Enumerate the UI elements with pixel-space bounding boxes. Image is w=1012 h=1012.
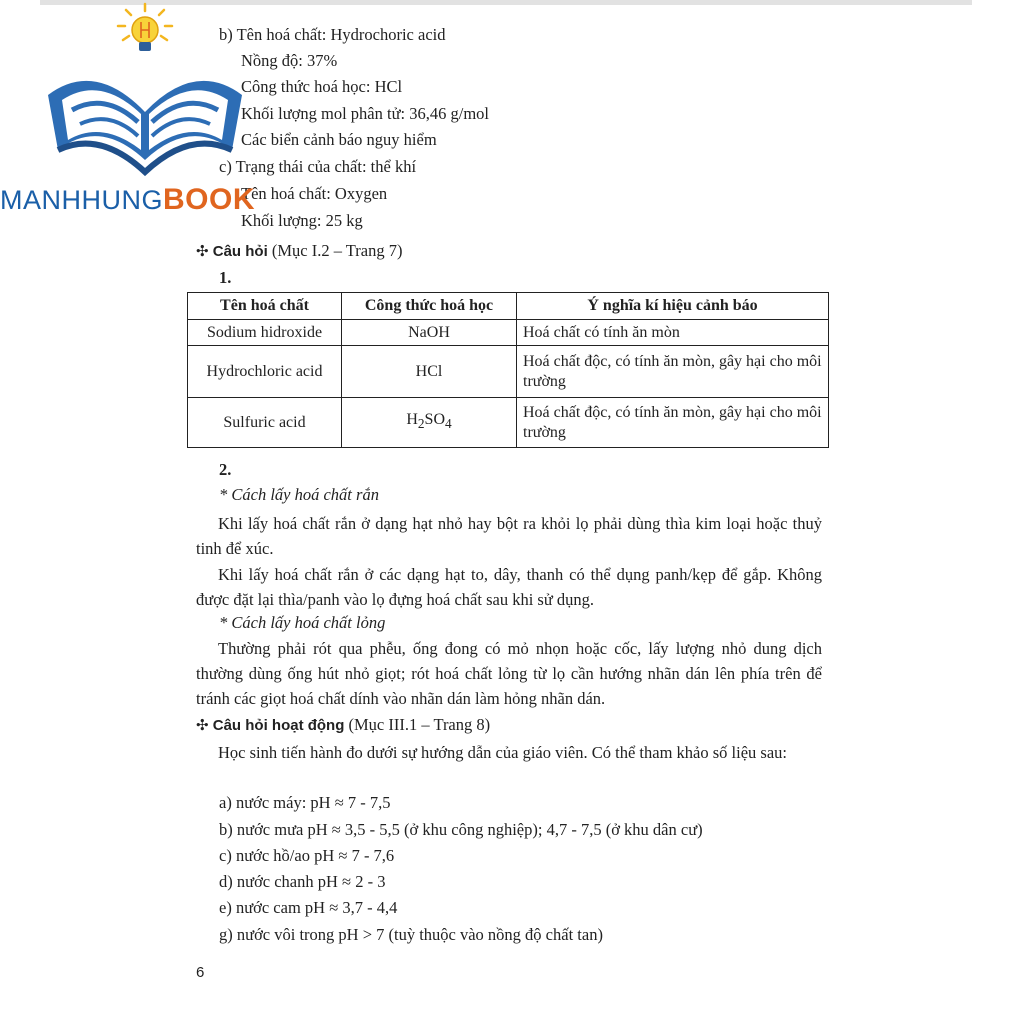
list-item: c) nước hồ/ao pH ≈ 7 - 7,6 — [219, 846, 395, 865]
brand-logo — [0, 183, 255, 217]
part-b-line5: Các biển cảnh báo nguy hiểm — [241, 130, 437, 149]
table-row — [188, 346, 829, 398]
table-header: Ý nghĩa kí hiệu cảnh báo — [517, 293, 829, 320]
section3-prefix: ✣ Câu hỏi hoạt động — [196, 717, 345, 734]
table-header-row — [188, 293, 829, 320]
list-item: e) nước cam pH ≈ 3,7 - 4,4 — [219, 898, 398, 917]
section1-heading — [196, 241, 402, 262]
part-b-line3: Công thức hoá học: HCl — [241, 77, 403, 96]
page-number: 6 — [196, 964, 205, 981]
section1-prefix: ✣ Câu hỏi — [196, 243, 268, 260]
table-cell: Sodium hidroxide — [188, 320, 342, 346]
section1-number: 1. — [219, 268, 232, 287]
formula-subscript: 2 — [417, 416, 425, 432]
list-item: g) nước vôi trong pH > 7 (tuỳ thuộc vào nồng độ chất tan) — [219, 925, 603, 944]
table-cell: Sulfuric acid — [188, 398, 342, 448]
section2-number: 2. — [219, 460, 232, 479]
part-c-line3: Khối lượng: 25 kg — [241, 211, 363, 230]
table-row — [188, 398, 829, 448]
formula-part: H — [406, 411, 418, 429]
part-b-line4: Khối lượng mol phân tử: 36,46 g/mol — [241, 104, 489, 123]
part-b-line1: b) Tên hoá chất: Hydrochoric acid — [219, 25, 446, 44]
chemical-table — [187, 292, 829, 448]
part-b-line2: Nồng độ: 37% — [241, 51, 338, 70]
table-cell: Hoá chất có tính ăn mòn — [517, 320, 829, 346]
formula-subscript: 4 — [445, 416, 452, 432]
formula-part: SO — [424, 411, 445, 429]
list-item: d) nước chanh pH ≈ 2 - 3 — [219, 872, 386, 891]
list-item: a) nước máy: pH ≈ 7 - 7,5 — [219, 793, 391, 812]
table-row — [188, 320, 829, 346]
brand-text-part1: MANHHUNG — [0, 185, 163, 215]
section1-ref: (Mục I.2 – Trang 7) — [267, 241, 403, 260]
solid-title: * Cách lấy hoá chất rắn — [219, 485, 379, 504]
solid-paragraph-1: Khi lấy hoá chất rắn ở dạng hạt nhỏ hay bột ra khỏi lọ phải dùng thìa kim loại hoặc thuỷ tinh để xúc. — [196, 514, 822, 558]
table-cell: HCl — [342, 346, 517, 398]
table-cell: Hydrochloric acid — [188, 346, 342, 398]
brand-text-part2: BOOK — [163, 183, 255, 216]
table-cell: Hoá chất độc, có tính ăn mòn, gây hại cho môi trường — [517, 346, 829, 398]
solid-paragraph-2: Khi lấy hoá chất rắn ở các dạng hạt to, dây, thanh có thể dụng panh/kẹp để gắp. Không được đặt lại thìa/panh vào lọ đựng hoá chất sau khi sử dụng. — [196, 565, 822, 609]
section3-heading — [196, 715, 490, 736]
liquid-paragraph: Thường phải rót qua phễu, ống đong có mỏ nhọn hoặc cốc, lấy lượng nhỏ dung dịch thường dùng ống hút nhỏ giọt; rót hoá chất lỏng từ lọ cần hướng nhãn dán lên phía trên để tránh các giọt hoá chất dính vào nhãn dán làm hỏng nhãn dán. — [196, 639, 822, 708]
section3-intro: Học sinh tiến hành đo dưới sự hướng dẫn của giáo viên. Có thể tham khảo số liệu sau: — [218, 743, 787, 762]
section3-ref: (Mục III.1 – Trang 8) — [344, 715, 491, 734]
list-item: b) nước mưa pH ≈ 3,5 - 5,5 (ở khu công nghiệp); 4,7 - 7,5 (ở khu dân cư) — [219, 820, 703, 839]
table-header: Công thức hoá học — [342, 293, 517, 320]
table-header: Tên hoá chất — [188, 293, 342, 320]
part-c-line1: c) Trạng thái của chất: thể khí — [219, 157, 417, 176]
table-cell-formula — [342, 398, 517, 448]
table-cell: NaOH — [342, 320, 517, 346]
table-cell: Hoá chất độc, có tính ăn mòn, gây hại cho môi trường — [517, 398, 829, 448]
part-c-line2: Tên hoá chất: Oxygen — [241, 184, 388, 203]
liquid-title: * Cách lấy hoá chất lỏng — [219, 613, 386, 632]
